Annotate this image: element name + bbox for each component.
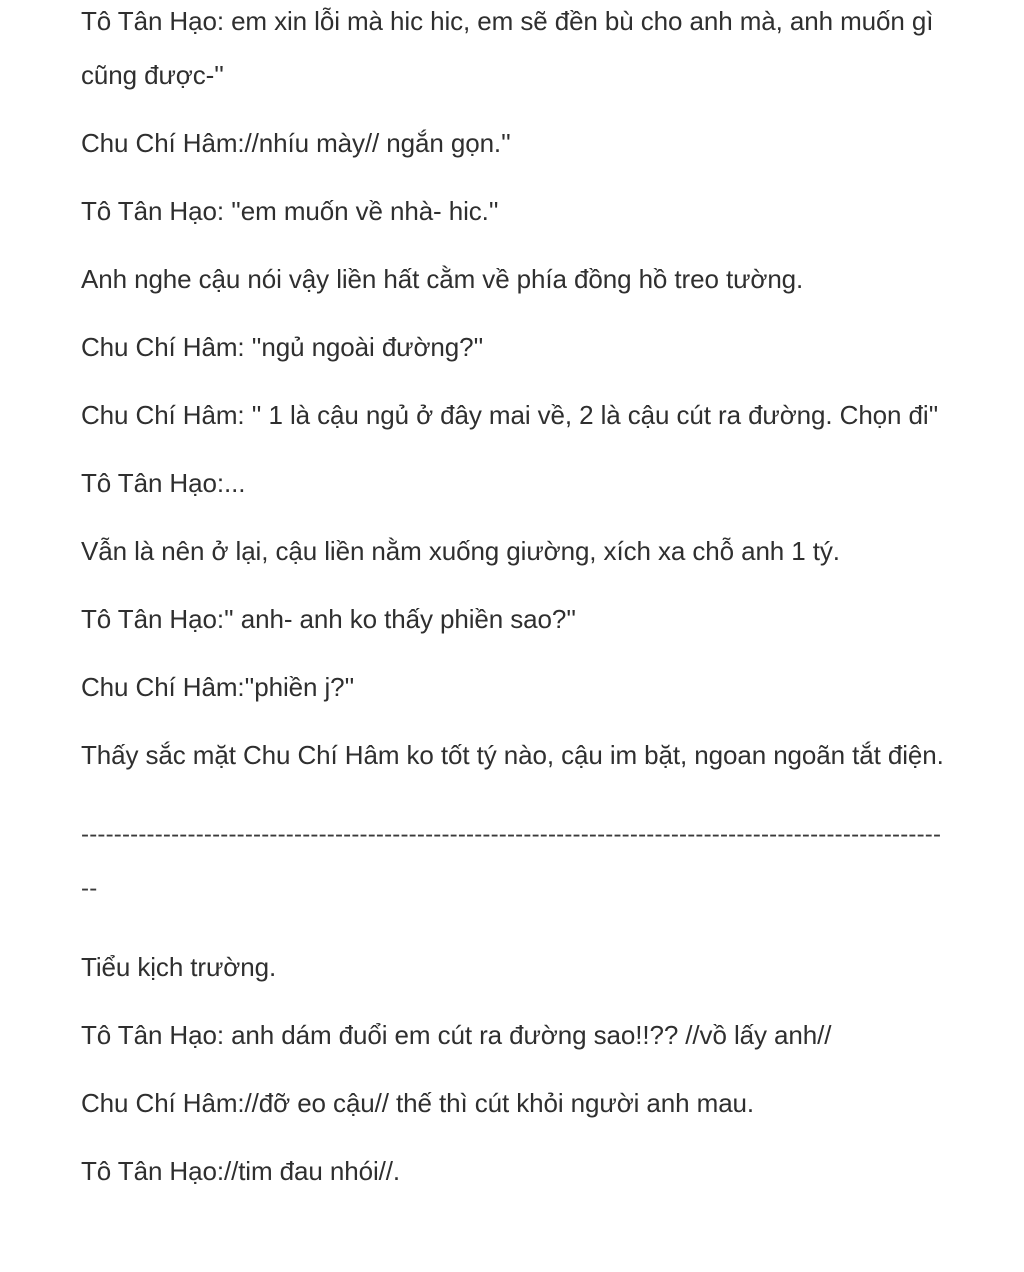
paragraph: Tô Tân Hạo: anh dám đuổi em cút ra đường sao!!?? //vồ lấy anh//	[81, 1020, 832, 1050]
paragraph: Tô Tân Hạo:'' anh- anh ko thấy phiền sao?''	[81, 604, 576, 634]
paragraph: Tô Tân Hạo:...	[81, 468, 246, 498]
paragraph: Vẫn là nên ở lại, cậu liền nằm xuống giường, xích xa chỗ anh 1 tý.	[81, 536, 840, 566]
paragraph: Chu Chí Hâm://nhíu mày// ngắn gọn.''	[81, 128, 511, 158]
paragraph: Tô Tân Hạo://tim đau nhói//.	[81, 1156, 401, 1186]
paragraph: Chu Chí Hâm:''phiền j?''	[81, 672, 355, 702]
paragraph: Tô Tân Hạo: ''em muốn về nhà- hic.''	[81, 196, 499, 226]
paragraph: Chu Chí Hâm://đỡ eo cậu// thế thì cút khỏi người anh mau.	[81, 1088, 755, 1118]
story-text	[81, 0, 947, 1198]
paragraph: Anh nghe cậu nói vậy liền hất cằm về phía đồng hồ treo tường.	[81, 264, 804, 294]
section-divider: -----------------------------------------------------------------------------------------------------------	[81, 821, 942, 902]
paragraph: Tô Tân Hạo: em xin lỗi mà hic hic, em sẽ đền bù cho anh mà, anh muốn gì cũng được-''	[81, 6, 934, 90]
paragraph: Chu Chí Hâm: ''ngủ ngoài đường?''	[81, 332, 484, 362]
paragraph: Tiểu kịch trường.	[81, 952, 277, 982]
paragraph: Chu Chí Hâm: '' 1 là cậu ngủ ở đây mai về, 2 là cậu cút ra đường. Chọn đi''	[81, 400, 939, 430]
paragraph: Thấy sắc mặt Chu Chí Hâm ko tốt tý nào, cậu im bặt, ngoan ngoãn tắt điện.	[81, 740, 944, 770]
